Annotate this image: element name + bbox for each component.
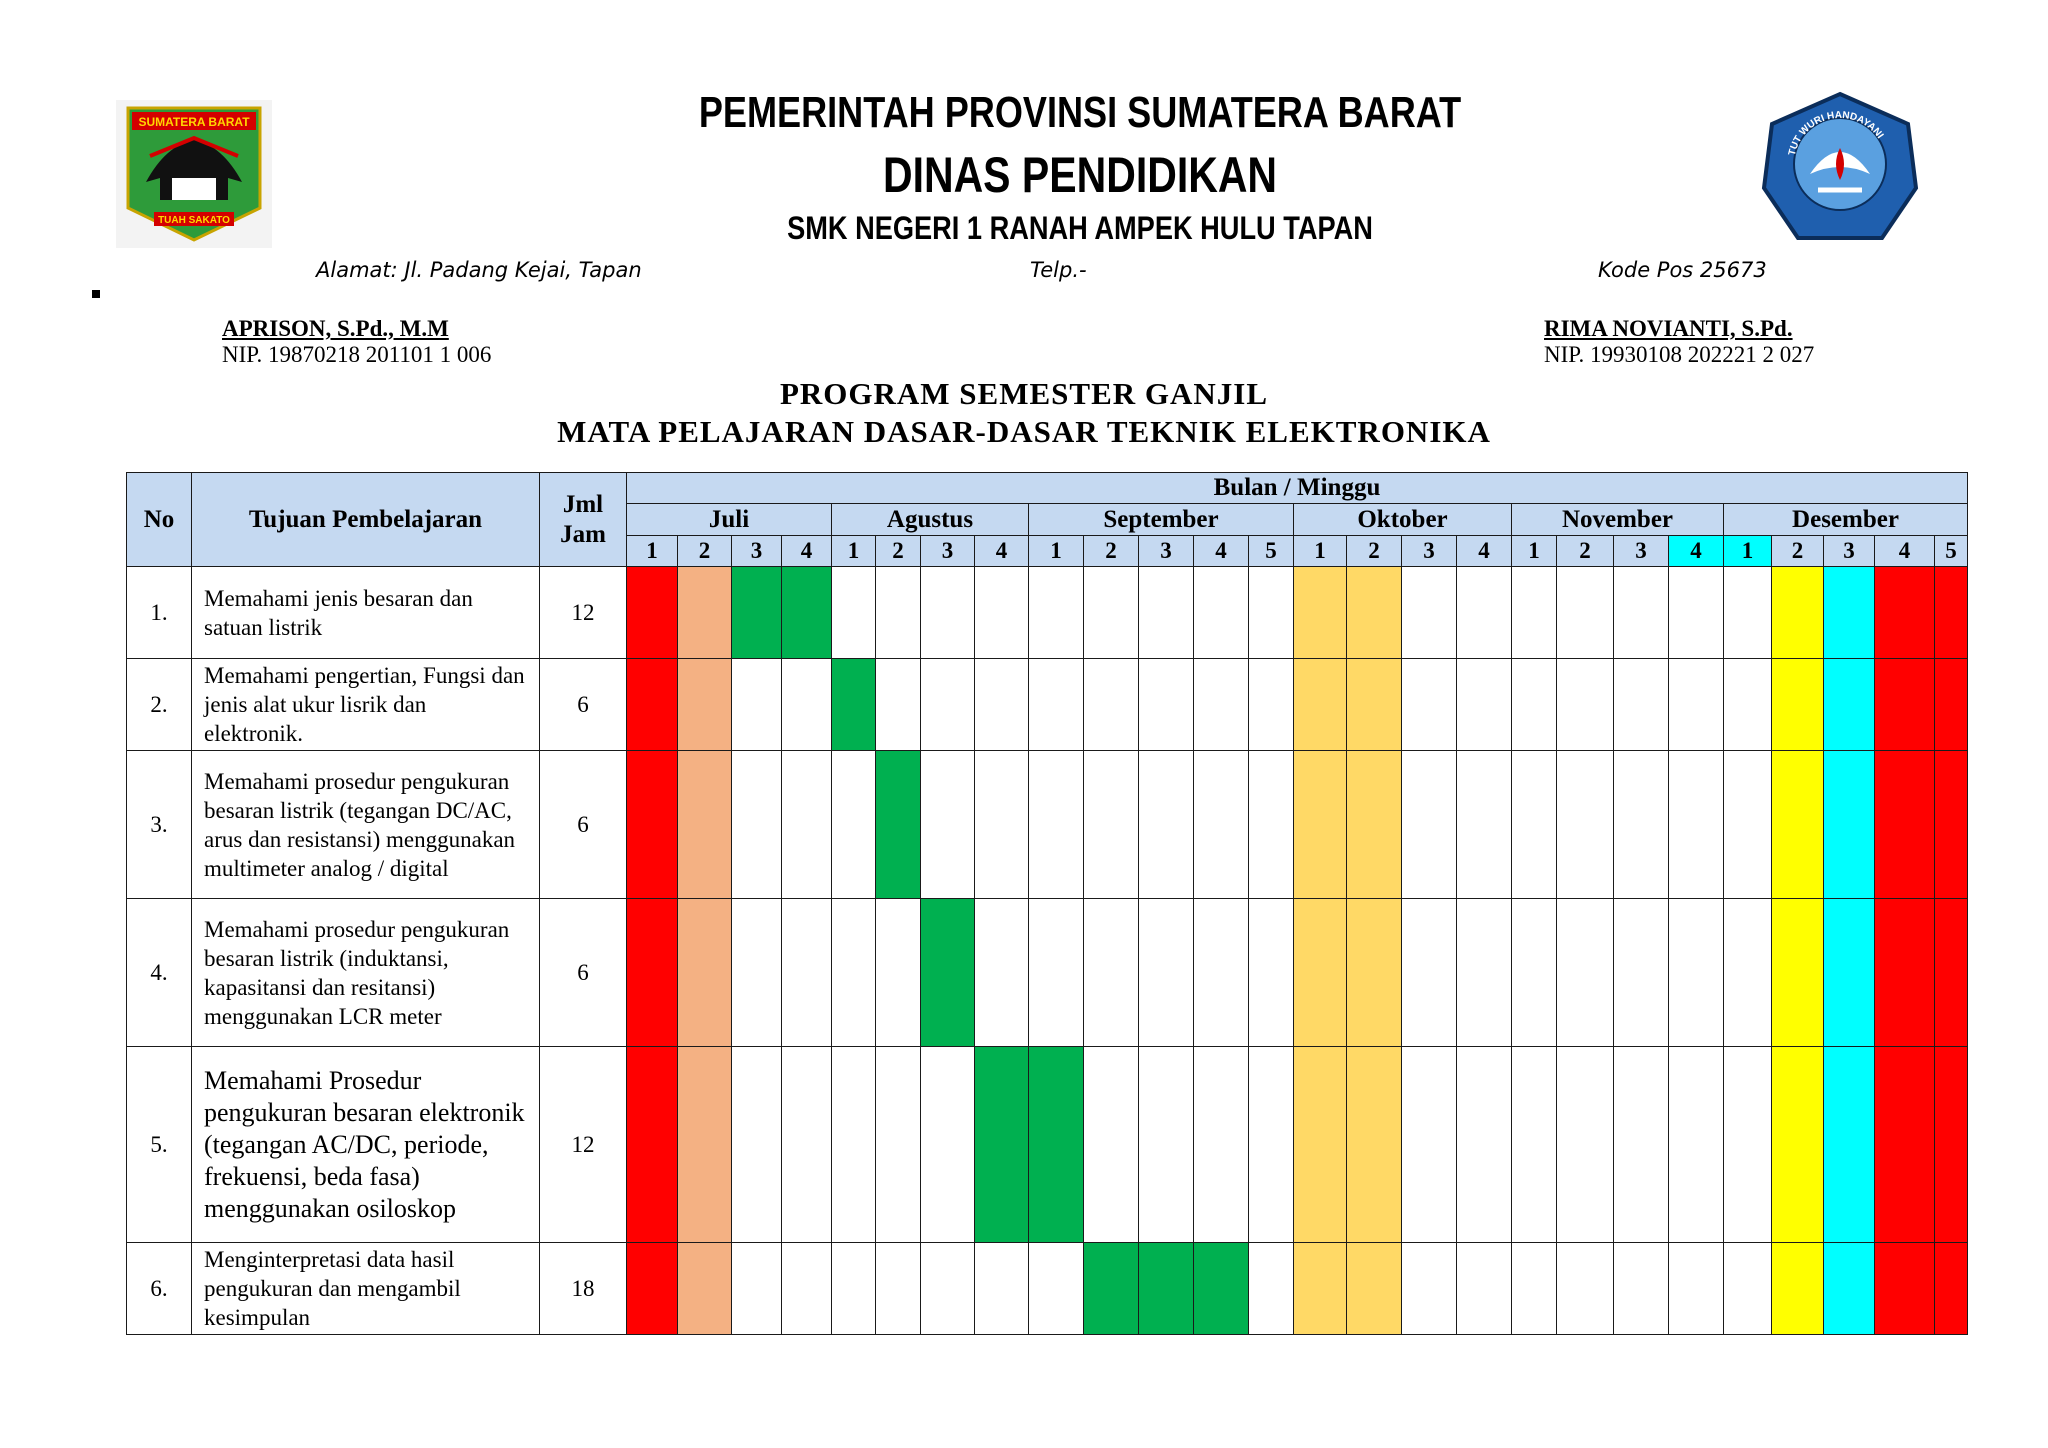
schedule-cell-white bbox=[1512, 899, 1557, 1047]
week-header: 1 bbox=[832, 536, 876, 567]
schedule-cell-white bbox=[782, 1243, 832, 1335]
schedule-cell-white bbox=[782, 899, 832, 1047]
schedule-cell-yellow bbox=[1772, 1243, 1824, 1335]
month-header: Oktober bbox=[1294, 504, 1512, 536]
signatory-left-nip: NIP. 19870218 201101 1 006 bbox=[222, 342, 492, 367]
header-no: No bbox=[127, 473, 192, 567]
month-header: Agustus bbox=[832, 504, 1029, 536]
row-number: 5. bbox=[127, 1047, 192, 1243]
schedule-cell-white bbox=[1194, 899, 1249, 1047]
schedule-cell-white bbox=[1457, 751, 1512, 899]
schedule-cell-white bbox=[1194, 567, 1249, 659]
postal-code: Kode Pos 25673 bbox=[1598, 258, 1767, 282]
schedule-cell-salmon bbox=[678, 567, 732, 659]
header-row-1 bbox=[127, 473, 1968, 504]
semester-schedule-table bbox=[126, 472, 1968, 1335]
schedule-cell-white bbox=[1724, 1243, 1772, 1335]
schedule-cell-white bbox=[1139, 567, 1194, 659]
schedule-cell-red bbox=[627, 899, 678, 1047]
schedule-cell-gold bbox=[1347, 659, 1402, 751]
week-header: 4 bbox=[782, 536, 832, 567]
schedule-cell-salmon bbox=[678, 751, 732, 899]
schedule-cell-white bbox=[1614, 1243, 1669, 1335]
schedule-cell-red bbox=[1935, 567, 1968, 659]
schedule-cell-white bbox=[1669, 659, 1724, 751]
table-row bbox=[127, 899, 1968, 1047]
schedule-cell-white bbox=[1194, 751, 1249, 899]
schedule-cell-white bbox=[1249, 899, 1294, 1047]
schedule-cell-white bbox=[1512, 1047, 1557, 1243]
schedule-cell-white bbox=[1402, 659, 1457, 751]
schedule-cell-red bbox=[627, 659, 678, 751]
schedule-cell-red bbox=[1875, 567, 1935, 659]
week-header: 3 bbox=[1139, 536, 1194, 567]
schedule-cell-white bbox=[1249, 1243, 1294, 1335]
schedule-cell-white bbox=[1557, 659, 1614, 751]
document-title: PROGRAM SEMESTER GANJIL bbox=[779, 376, 1269, 411]
schedule-cell-white bbox=[1402, 751, 1457, 899]
week-header: 4 bbox=[975, 536, 1029, 567]
week-header: 3 bbox=[1614, 536, 1669, 567]
schedule-cell-yellow bbox=[1772, 751, 1824, 899]
week-header: 2 bbox=[876, 536, 921, 567]
week-header: 5 bbox=[1935, 536, 1968, 567]
sumatera-barat-logo bbox=[116, 100, 272, 248]
schedule-cell-white bbox=[1614, 751, 1669, 899]
schedule-cell-white bbox=[1084, 751, 1139, 899]
week-header: 4 bbox=[1669, 536, 1724, 567]
schedule-cell-white bbox=[832, 1243, 876, 1335]
signatory-left bbox=[222, 316, 491, 368]
schedule-cell-white bbox=[1029, 567, 1084, 659]
header-jam-line2: Jam bbox=[560, 520, 606, 548]
schedule-cell-white bbox=[975, 899, 1029, 1047]
schedule-cell-red bbox=[1935, 1047, 1968, 1243]
schedule-cell-white bbox=[1512, 751, 1557, 899]
document-subtitle: MATA PELAJARAN DASAR-DASAR TEKNIK ELEKTRONIKA bbox=[557, 414, 1491, 449]
schedule-cell-white bbox=[1614, 567, 1669, 659]
schedule-cell-white bbox=[1402, 567, 1457, 659]
schedule-cell-white bbox=[1457, 1047, 1512, 1243]
schedule-cell-gold bbox=[1294, 567, 1347, 659]
schedule-cell-white bbox=[1249, 1047, 1294, 1243]
schedule-cell-white bbox=[1402, 1047, 1457, 1243]
schedule-cell-white bbox=[732, 1047, 782, 1243]
learning-goal: Memahami jenis besaran dan satuan listrik bbox=[192, 567, 540, 659]
learning-goal: Memahami prosedur pengukuran besaran listrik (tegangan DC/AC, arus dan resistansi) menggunakan multimeter analog / digital bbox=[192, 751, 540, 899]
schedule-cell-white bbox=[1249, 567, 1294, 659]
schedule-cell-white bbox=[1457, 567, 1512, 659]
table-row bbox=[127, 1243, 1968, 1335]
schedule-cell-cyan bbox=[1824, 751, 1875, 899]
schedule-cell-white bbox=[1512, 1243, 1557, 1335]
schedule-cell-gold bbox=[1347, 751, 1402, 899]
schedule-cell-white bbox=[1194, 1047, 1249, 1243]
week-header: 1 bbox=[1724, 536, 1772, 567]
schedule-cell-white bbox=[1029, 1243, 1084, 1335]
schedule-cell-white bbox=[1669, 899, 1724, 1047]
header-period: Bulan / Minggu bbox=[627, 473, 1968, 504]
schedule-cell-white bbox=[1084, 567, 1139, 659]
schedule-cell-white bbox=[1084, 659, 1139, 751]
logo-right-motto: TUT WURI HANDAYANI bbox=[1786, 109, 1886, 157]
bullet-mark bbox=[92, 290, 100, 298]
schedule-cell-white bbox=[832, 751, 876, 899]
schedule-cell-cyan bbox=[1824, 899, 1875, 1047]
schedule-cell-white bbox=[1084, 899, 1139, 1047]
signatory-right bbox=[1544, 316, 1814, 368]
schedule-cell-gold bbox=[1347, 899, 1402, 1047]
schedule-cell-red bbox=[1875, 659, 1935, 751]
schedule-cell-white bbox=[975, 751, 1029, 899]
schedule-cell-white bbox=[1724, 1047, 1772, 1243]
schedule-cell-red bbox=[1935, 659, 1968, 751]
schedule-cell-white bbox=[1557, 1047, 1614, 1243]
schedule-cell-white bbox=[1457, 659, 1512, 751]
week-header: 3 bbox=[1824, 536, 1875, 567]
schedule-cell-white bbox=[732, 899, 782, 1047]
agency-name: DINAS PENDIDIKAN bbox=[882, 147, 1278, 203]
schedule-cell-white bbox=[1139, 659, 1194, 751]
schedule-cell-white bbox=[921, 751, 975, 899]
schedule-cell-white bbox=[921, 1243, 975, 1335]
schedule-cell-white bbox=[1194, 659, 1249, 751]
schedule-cell-white bbox=[975, 567, 1029, 659]
week-header: 4 bbox=[1194, 536, 1249, 567]
schedule-cell-white bbox=[1029, 899, 1084, 1047]
month-header: September bbox=[1029, 504, 1294, 536]
schedule-cell-white bbox=[1402, 1243, 1457, 1335]
schedule-cell-green bbox=[782, 567, 832, 659]
schedule-cell-white bbox=[782, 1047, 832, 1243]
week-header: 3 bbox=[921, 536, 975, 567]
schedule-cell-gold bbox=[1347, 1047, 1402, 1243]
schedule-cell-white bbox=[1724, 751, 1772, 899]
schedule-cell-salmon bbox=[678, 1047, 732, 1243]
schedule-cell-cyan bbox=[1824, 567, 1875, 659]
schedule-cell-white bbox=[782, 751, 832, 899]
signatory-right-name: RIMA NOVIANTI, S.Pd. bbox=[1544, 316, 1793, 341]
schedule-cell-white bbox=[1669, 1047, 1724, 1243]
logo-left-top-text: SUMATERA BARAT bbox=[138, 115, 250, 129]
address: Alamat: Jl. Padang Kejai, Tapan bbox=[316, 258, 642, 282]
row-number: 1. bbox=[127, 567, 192, 659]
tut-wuri-handayani-logo bbox=[1760, 90, 1920, 245]
schedule-cell-white bbox=[1029, 751, 1084, 899]
schedule-cell-salmon bbox=[678, 659, 732, 751]
week-header: 2 bbox=[678, 536, 732, 567]
week-header: 2 bbox=[1084, 536, 1139, 567]
schedule-cell-green bbox=[1139, 1243, 1194, 1335]
schedule-cell-green bbox=[1029, 1047, 1084, 1243]
row-number: 4. bbox=[127, 899, 192, 1047]
schedule-cell-white bbox=[1557, 567, 1614, 659]
month-header: November bbox=[1512, 504, 1724, 536]
schedule-cell-white bbox=[876, 567, 921, 659]
schedule-cell-red bbox=[1875, 1243, 1935, 1335]
schedule-cell-cyan bbox=[1824, 1047, 1875, 1243]
schedule-cell-gold bbox=[1347, 567, 1402, 659]
header-jam bbox=[540, 473, 627, 567]
week-header: 1 bbox=[1512, 536, 1557, 567]
schedule-cell-yellow bbox=[1772, 1047, 1824, 1243]
week-header: 1 bbox=[1294, 536, 1347, 567]
schedule-cell-white bbox=[1029, 659, 1084, 751]
learning-goal: Memahami Prosedur pengukuran besaran elektronik (tegangan AC/DC, periode, frekuensi, beda fasa) menggunakan osiloskop bbox=[192, 1047, 540, 1243]
schedule-cell-red bbox=[627, 751, 678, 899]
schedule-cell-white bbox=[1724, 567, 1772, 659]
week-header: 1 bbox=[627, 536, 678, 567]
schedule-cell-white bbox=[1512, 659, 1557, 751]
schedule-cell-white bbox=[832, 899, 876, 1047]
schedule-cell-white bbox=[1512, 567, 1557, 659]
hours: 12 bbox=[540, 567, 627, 659]
schedule-cell-white bbox=[732, 1243, 782, 1335]
schedule-cell-white bbox=[1614, 899, 1669, 1047]
schedule-cell-white bbox=[1724, 899, 1772, 1047]
phone: Telp.- bbox=[1030, 258, 1087, 282]
hours: 18 bbox=[540, 1243, 627, 1335]
schedule-cell-cyan bbox=[1824, 1243, 1875, 1335]
logo-left-bottom-text: TUAH SAKATO bbox=[158, 215, 230, 226]
schedule-cell-white bbox=[832, 567, 876, 659]
header-goal: Tujuan Pembelajaran bbox=[192, 473, 540, 567]
week-header: 2 bbox=[1772, 536, 1824, 567]
learning-goal: Menginterpretasi data hasil pengukuran dan mengambil kesimpulan bbox=[192, 1243, 540, 1335]
school-name: SMK NEGERI 1 RANAH AMPEK HULU TAPAN bbox=[787, 210, 1373, 246]
schedule-cell-white bbox=[1614, 659, 1669, 751]
table-row bbox=[127, 659, 1968, 751]
schedule-cell-gold bbox=[1294, 1243, 1347, 1335]
schedule-cell-white bbox=[1457, 1243, 1512, 1335]
schedule-cell-red bbox=[1935, 751, 1968, 899]
schedule-cell-white bbox=[876, 899, 921, 1047]
schedule-cell-green bbox=[876, 751, 921, 899]
schedule-cell-yellow bbox=[1772, 659, 1824, 751]
schedule-cell-green bbox=[832, 659, 876, 751]
schedule-cell-green bbox=[921, 899, 975, 1047]
week-header: 3 bbox=[732, 536, 782, 567]
row-number: 6. bbox=[127, 1243, 192, 1335]
week-header: 4 bbox=[1875, 536, 1935, 567]
schedule-cell-white bbox=[1139, 751, 1194, 899]
header-jam-line1: Jml bbox=[562, 490, 604, 518]
schedule-cell-red bbox=[1875, 899, 1935, 1047]
month-header: Juli bbox=[627, 504, 832, 536]
schedule-cell-white bbox=[1557, 1243, 1614, 1335]
week-header: 2 bbox=[1347, 536, 1402, 567]
signatory-right-nip: NIP. 19930108 202221 2 027 bbox=[1544, 342, 1815, 367]
signatory-left-name: APRISON, S.Pd., M.M bbox=[222, 316, 449, 341]
week-header: 5 bbox=[1249, 536, 1294, 567]
schedule-cell-white bbox=[832, 1047, 876, 1243]
schedule-cell-gold bbox=[1347, 1243, 1402, 1335]
schedule-cell-white bbox=[921, 659, 975, 751]
schedule-cell-salmon bbox=[678, 899, 732, 1047]
learning-goal: Memahami pengertian, Fungsi dan jenis alat ukur lisrik dan elektronik. bbox=[192, 659, 540, 751]
schedule-cell-white bbox=[1557, 751, 1614, 899]
schedule-cell-white bbox=[782, 659, 832, 751]
schedule-cell-white bbox=[1724, 659, 1772, 751]
schedule-cell-white bbox=[1139, 1047, 1194, 1243]
hours: 12 bbox=[540, 1047, 627, 1243]
schedule-cell-red bbox=[1935, 1243, 1968, 1335]
schedule-cell-red bbox=[1875, 1047, 1935, 1243]
schedule-cell-white bbox=[975, 1243, 1029, 1335]
schedule-cell-white bbox=[876, 1047, 921, 1243]
schedule-cell-gold bbox=[1294, 751, 1347, 899]
week-header: 1 bbox=[1029, 536, 1084, 567]
schedule-cell-green bbox=[975, 1047, 1029, 1243]
hours: 6 bbox=[540, 751, 627, 899]
schedule-cell-gold bbox=[1294, 1047, 1347, 1243]
gov-name: PEMERINTAH PROVINSI SUMATERA BARAT bbox=[698, 88, 1462, 137]
schedule-cell-red bbox=[627, 1047, 678, 1243]
schedule-cell-yellow bbox=[1772, 899, 1824, 1047]
schedule-cell-green bbox=[732, 567, 782, 659]
schedule-cell-white bbox=[975, 659, 1029, 751]
row-number: 3. bbox=[127, 751, 192, 899]
schedule-cell-white bbox=[1669, 751, 1724, 899]
table-row bbox=[127, 567, 1968, 659]
week-header: 4 bbox=[1457, 536, 1512, 567]
schedule-cell-white bbox=[732, 751, 782, 899]
schedule-cell-green bbox=[1084, 1243, 1139, 1335]
month-header: Desember bbox=[1724, 504, 1968, 536]
schedule-cell-red bbox=[1875, 751, 1935, 899]
week-header: 3 bbox=[1402, 536, 1457, 567]
schedule-cell-white bbox=[876, 659, 921, 751]
table-row bbox=[127, 751, 1968, 899]
schedule-cell-white bbox=[1402, 899, 1457, 1047]
schedule-cell-white bbox=[1139, 899, 1194, 1047]
schedule-cell-white bbox=[1614, 1047, 1669, 1243]
schedule-cell-white bbox=[1249, 751, 1294, 899]
week-header: 2 bbox=[1557, 536, 1614, 567]
hours: 6 bbox=[540, 659, 627, 751]
schedule-cell-red bbox=[627, 1243, 678, 1335]
schedule-cell-white bbox=[1557, 899, 1614, 1047]
table-row bbox=[127, 1047, 1968, 1243]
schedule-cell-white bbox=[921, 1047, 975, 1243]
schedule-cell-white bbox=[1457, 899, 1512, 1047]
schedule-cell-white bbox=[1669, 567, 1724, 659]
schedule-cell-red bbox=[627, 567, 678, 659]
schedule-cell-white bbox=[732, 659, 782, 751]
schedule-cell-white bbox=[1669, 1243, 1724, 1335]
schedule-cell-red bbox=[1935, 899, 1968, 1047]
schedule-cell-yellow bbox=[1772, 567, 1824, 659]
schedule-cell-white bbox=[1084, 1047, 1139, 1243]
hours: 6 bbox=[540, 899, 627, 1047]
schedule-cell-cyan bbox=[1824, 659, 1875, 751]
row-number: 2. bbox=[127, 659, 192, 751]
schedule-cell-white bbox=[921, 567, 975, 659]
schedule-cell-gold bbox=[1294, 899, 1347, 1047]
schedule-cell-green bbox=[1194, 1243, 1249, 1335]
schedule-cell-white bbox=[876, 1243, 921, 1335]
schedule-cell-salmon bbox=[678, 1243, 732, 1335]
schedule-cell-white bbox=[1249, 659, 1294, 751]
schedule-cell-gold bbox=[1294, 659, 1347, 751]
learning-goal: Memahami prosedur pengukuran besaran listrik (induktansi, kapasitansi dan resitansi) menggunakan LCR meter bbox=[192, 899, 540, 1047]
